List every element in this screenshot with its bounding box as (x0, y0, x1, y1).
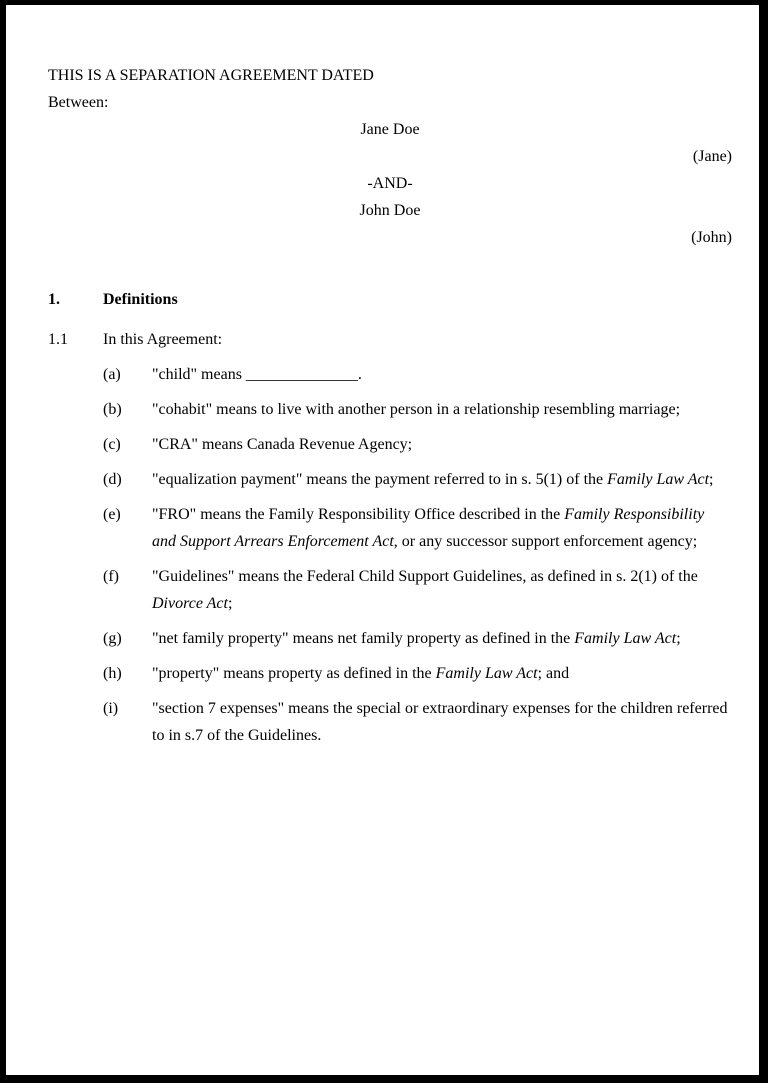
statute-name: Family Law Act (574, 630, 677, 647)
definition-item (48, 563, 732, 617)
party2-alias: (John) (691, 229, 732, 246)
definition-text (152, 466, 732, 493)
definition-label: (a) (103, 366, 121, 383)
definition-segment: ; (227, 595, 233, 612)
definition-item (48, 361, 732, 388)
definition-label: (b) (103, 401, 122, 418)
definition-label: (d) (103, 471, 122, 488)
definition-item (48, 695, 732, 749)
document-title: THIS IS A SEPARATION AGREEMENT DATED (48, 67, 374, 84)
definition-segment: "section 7 expenses" means the special or extraordinary expenses for the children referred to in s.7 of the Guidelines. (152, 700, 728, 744)
definition-item (48, 466, 732, 493)
definition-text (152, 431, 732, 458)
definition-label: (h) (103, 665, 122, 682)
party1-alias: (Jane) (692, 148, 732, 165)
party2-name: John Doe (359, 202, 421, 219)
statute-name: Family Responsibility and Support Arrears Enforcement Act (152, 506, 705, 550)
subsection-row (48, 326, 732, 353)
party1-name: Jane Doe (360, 121, 420, 138)
subsection-text: In this Agreement: (103, 331, 223, 348)
section-heading: Definitions (103, 291, 178, 308)
definition-text (152, 361, 732, 388)
definition-item (48, 431, 732, 458)
document-page (6, 5, 759, 1075)
definition-segment: "Guidelines" means the Federal Child Support Guidelines, as defined in s. 2(1) of the (152, 568, 698, 585)
definition-text (152, 396, 732, 423)
definition-text (152, 695, 732, 749)
definition-segment: "CRA" means Canada Revenue Agency; (152, 436, 413, 453)
section-heading-row (48, 286, 732, 313)
definition-item (48, 501, 732, 555)
definitions-list (48, 361, 732, 749)
definition-text (152, 625, 732, 652)
definition-label: (c) (103, 436, 121, 453)
document-content (6, 5, 752, 749)
definition-text (152, 501, 732, 555)
definition-segment: "net family property" means net family property as defined in the (152, 630, 575, 647)
statute-name: Family Law Act (435, 665, 538, 682)
between-label: Between: (48, 94, 109, 111)
definition-segment: ; (709, 471, 714, 488)
definition-segment: "child" means ______________. (152, 366, 362, 383)
definition-label: (f) (103, 568, 119, 585)
definition-label: (g) (103, 630, 122, 647)
section-number: 1. (48, 291, 60, 308)
statute-name: Divorce Act (152, 595, 228, 612)
definition-item (48, 625, 732, 652)
definition-segment: ; (676, 630, 681, 647)
statute-name: Family Law Act (607, 471, 710, 488)
subsection-number: 1.1 (48, 331, 68, 348)
definition-segment: ; and (537, 665, 570, 682)
parties-separator: -AND- (367, 175, 413, 192)
definition-segment: "FRO" means the Family Responsibility Office described in the (152, 506, 565, 523)
definition-segment: , or any successor support enforcement agency; (393, 533, 698, 550)
definition-item (48, 660, 732, 687)
definition-segment: "equalization payment" means the payment referred to in s. 5(1) of the (152, 471, 608, 488)
definition-text (152, 660, 732, 687)
definition-text (152, 563, 732, 617)
definition-label: (i) (103, 700, 119, 717)
definition-label: (e) (103, 506, 121, 523)
definition-item (48, 396, 732, 423)
definition-segment: "cohabit" means to live with another person in a relationship resembling marriage; (152, 401, 681, 418)
definition-segment: "property" means property as defined in the (152, 665, 436, 682)
